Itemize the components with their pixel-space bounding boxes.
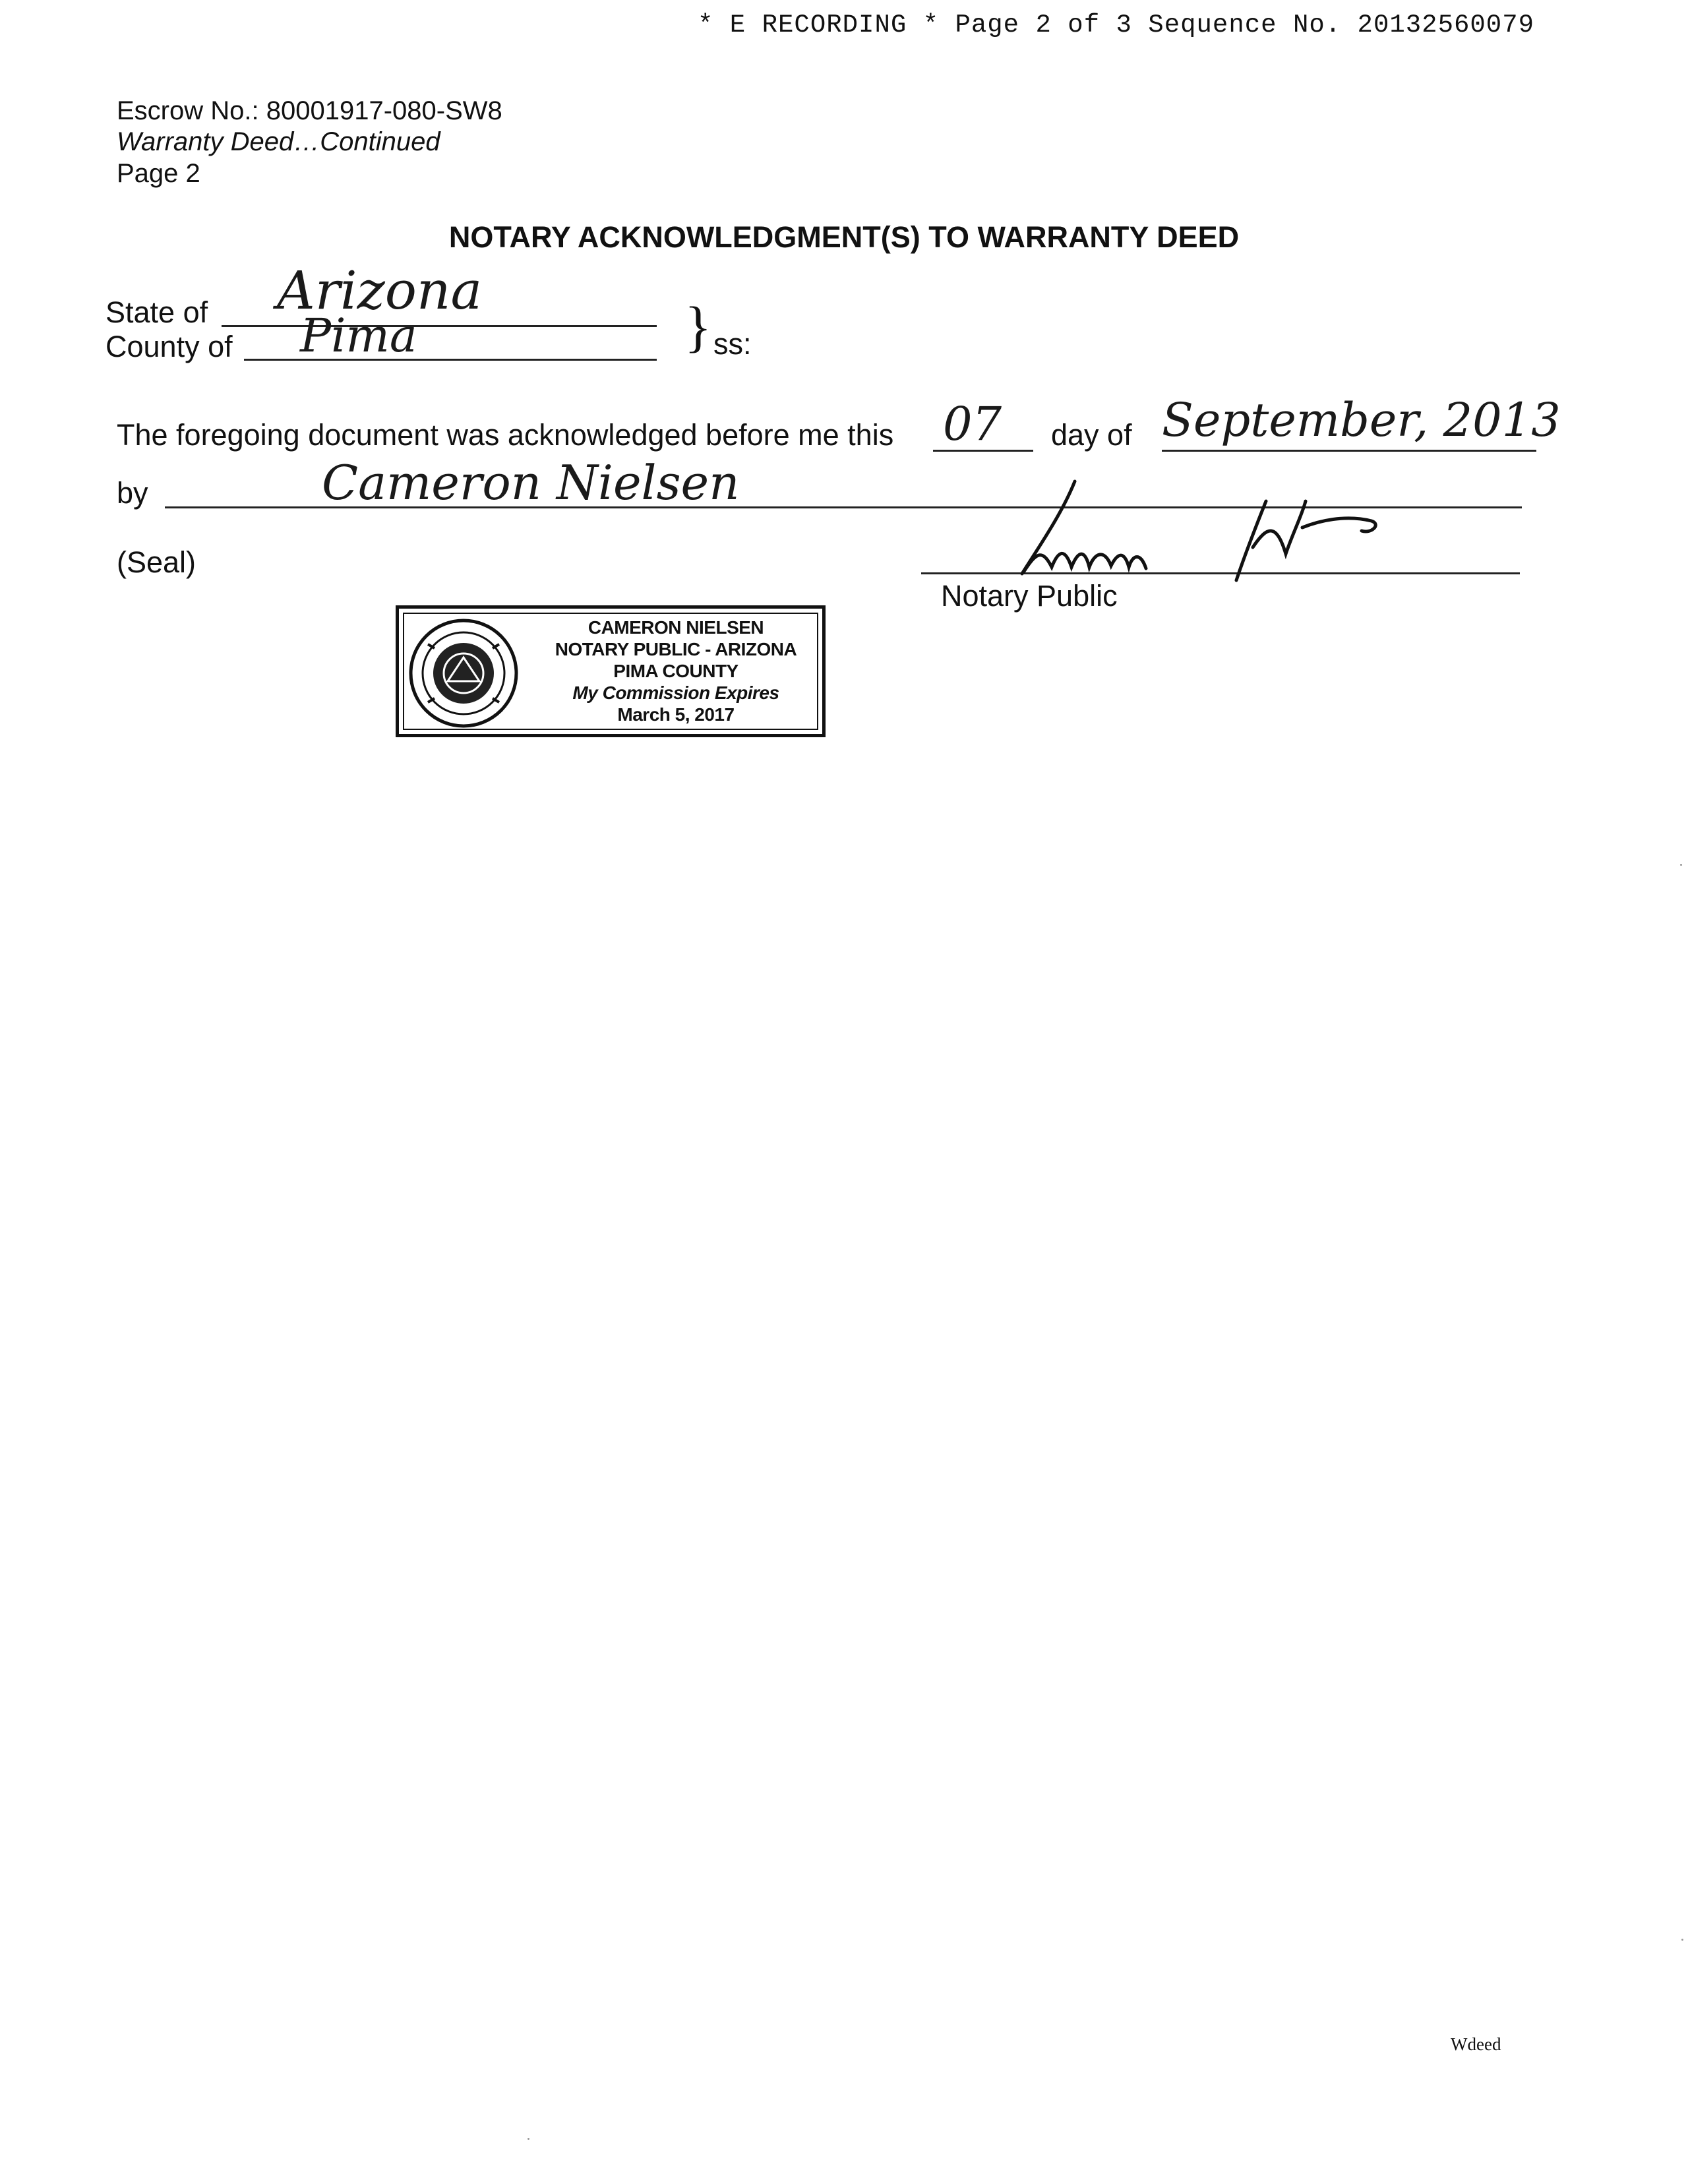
escrow-number: Escrow No.: 80001917-080-SW8 <box>117 96 502 125</box>
page-number: Page 2 <box>117 159 200 188</box>
month-year-line <box>1162 450 1536 452</box>
seal-label: (Seal) <box>117 545 196 579</box>
county-value: Pima <box>300 309 417 363</box>
deed-continued: Warranty Deed…Continued <box>117 127 440 156</box>
stamp-text <box>531 617 821 725</box>
acknowledgment-text: The foregoing document was acknowledged before me this <box>117 418 894 452</box>
state-label: State of <box>106 295 208 329</box>
recording-header: * E RECORDING * Page 2 of 3 Sequence No. 20132560079 <box>698 11 1534 40</box>
stamp-line-date: March 5, 2017 <box>617 704 735 725</box>
day-of-label: day of <box>1051 418 1132 452</box>
state-value: Arizona <box>277 260 483 321</box>
form-code: Wdeed <box>1451 2034 1501 2054</box>
county-label: County of <box>106 330 233 363</box>
stamp-line-title: NOTARY PUBLIC - ARIZONA <box>555 639 797 659</box>
state-seal-icon <box>408 618 519 729</box>
venue-brace: } <box>684 295 712 358</box>
stamp-line-county: PIMA COUNTY <box>613 661 738 681</box>
signer-value: Cameron Nielsen <box>322 455 740 510</box>
scan-speck <box>1681 1939 1683 1941</box>
stamp-line-name: CAMERON NIELSEN <box>588 617 764 638</box>
notary-signature <box>976 475 1398 593</box>
scan-speck <box>528 2138 529 2140</box>
day-value: 07 <box>943 397 1002 451</box>
scan-speck <box>1680 864 1682 866</box>
notary-public-label: Notary Public <box>941 579 1118 613</box>
document-title: NOTARY ACKNOWLEDGMENT(S) TO WARRANTY DEED <box>448 220 1240 254</box>
notary-stamp <box>396 605 826 737</box>
stamp-line-expires: My Commission Expires <box>572 682 779 703</box>
by-label: by <box>117 476 148 510</box>
state-line <box>222 325 657 327</box>
month-year-value: September, 2013 <box>1162 393 1561 447</box>
ss-label: ss: <box>713 327 752 361</box>
